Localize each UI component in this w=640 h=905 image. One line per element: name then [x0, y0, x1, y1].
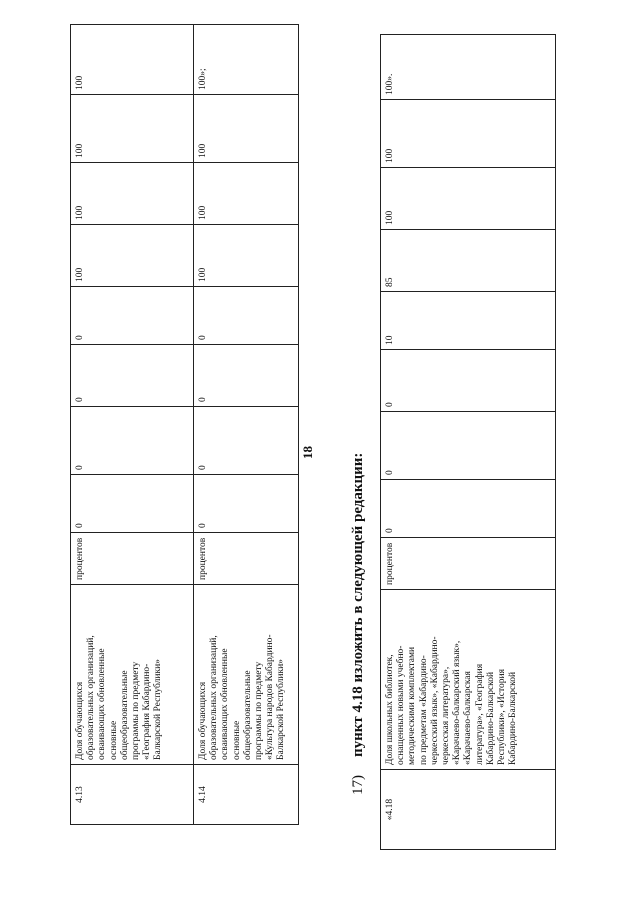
indicator-name: Доля школьных библиотек, оснащенных новыми учебно- методическими комплектами по предметам «Кабардино- черкесский язык», «Кабардино- черкесская литература», «Карачаево-балкарский язык», «Карачаево-балкарская литература», «География Кабардино-Балкарской Республики», «История Кабардино-Балкарской [381, 590, 556, 770]
value-cell: 0 [194, 407, 299, 475]
value-cell: 10 [381, 292, 556, 350]
table-row [381, 35, 556, 850]
value-cell: 100 [71, 163, 194, 225]
row-number: 4.13 [71, 765, 194, 825]
unit-cell: процентов [381, 538, 556, 590]
indicator-name: Доля обучающихся образовательных организаций, осваивающих обновленные основные общеобразовательные программы по предмету «Культура народов Кабардино- Балкарской Республики» [194, 585, 299, 765]
unit-cell: процентов [194, 533, 299, 585]
indicators-table-top [70, 24, 299, 825]
value-cell: 0 [381, 350, 556, 412]
value-cell: 0 [194, 345, 299, 407]
table-row [71, 25, 194, 825]
value-cell: 100 [71, 95, 194, 163]
value-cell: 85 [381, 230, 556, 292]
amendment-clause [350, 453, 367, 795]
value-cell: 0 [381, 412, 556, 480]
value-cell: 100»; [194, 25, 299, 95]
value-cell: 0 [194, 475, 299, 533]
value-cell: 0 [71, 475, 194, 533]
row-number: 4.14 [194, 765, 299, 825]
value-cell: 0 [71, 287, 194, 345]
unit-cell: процентов [71, 533, 194, 585]
value-cell: 0 [71, 345, 194, 407]
page-number: 18 [300, 446, 315, 459]
clause-text: пункт 4.18 изложить в следующей редакции: [350, 452, 366, 757]
value-cell: 0 [194, 287, 299, 345]
value-cell: 100 [381, 100, 556, 168]
value-cell: 100 [194, 95, 299, 163]
value-cell: 100 [71, 225, 194, 287]
clause-number: 17) [350, 775, 366, 795]
indicator-name: Доля обучающихся образовательных организаций, осваивающих обновленные основные общеобразовательные программы по предмету «География Кабардино- Балкарской Республики» [71, 585, 194, 765]
value-cell: 0 [71, 407, 194, 475]
indicators-table-bottom [380, 34, 556, 850]
value-cell: 100 [71, 25, 194, 95]
value-cell: 0 [381, 480, 556, 538]
value-cell: 100 [194, 225, 299, 287]
table-row [194, 25, 299, 825]
value-cell: 100». [381, 35, 556, 100]
value-cell: 100 [381, 168, 556, 230]
row-number: «4.18 [381, 770, 556, 850]
value-cell: 100 [194, 163, 299, 225]
